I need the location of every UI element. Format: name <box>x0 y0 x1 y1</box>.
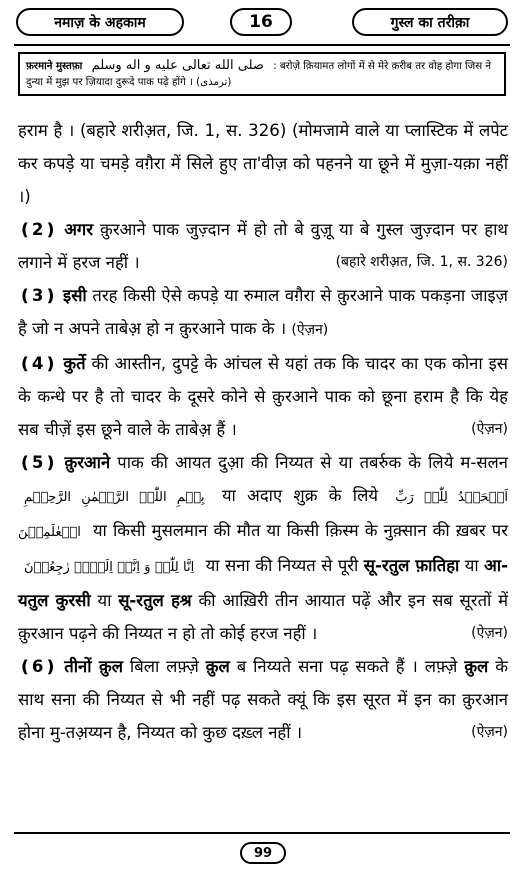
highlighted-word: क़ुल <box>464 657 489 676</box>
paragraph-text: या सना की निय्यत से पूरी <box>205 556 359 575</box>
paragraph-number: ❪2❫ <box>18 220 58 239</box>
paragraph-text: हराम है । (बहारे शरीअ़त, जि. 1, स. 326) (मोमजामे वाले या प्लास्टिक में लपेट कर कपड़े या चमड़े वग़ैरा में सिले हुए ता'वीज़ को पहनने या छूने में मुज़ा-यक़ा नहीं ।) <box>18 121 508 206</box>
paragraph-number: ❪4❫ <box>18 354 58 373</box>
paragraph-number: ❪3❫ <box>18 286 58 305</box>
paragraph-4 <box>18 347 508 446</box>
paragraph-text: के साथ सना की निय्यत से भी नहीं पढ़ सकते क्यूं कि इस सूरत में इन का क़ुरआन होना मु-तअ़य्यन है, निय्यत को कुछ दख़्ल नहीं । <box>18 657 508 742</box>
header-page-number: 16 <box>230 8 292 36</box>
farmaan-text: : बरोज़े क़ियामत लोगों में से मेरे क़रीब तर वोह होगा जिस ने दुन्या में मुझ पर ज़ियादा दुरूदे पाक पढ़े होंगे । <box>26 61 492 88</box>
section-title: गुस्ल का तरीक़ा <box>352 8 508 36</box>
paragraph-text: तरह किसी ऐसे कपड़े या रुमाल वग़ैरा से क़ुरआने पाक पकड़ना जाइज़ है जो न अपने ताबेअ़ हो न क़ुरआने पाक के । <box>18 286 508 338</box>
paragraph-text: या <box>97 591 112 610</box>
arabic-verse-alhamdulillah: اَلۡحَمۡدُ لِلّٰہِ رَبِّ الۡعٰلَمِیۡنَ <box>18 490 509 540</box>
reference: (बहारे शरीअ़त, जि. 1, स. 326) <box>335 254 508 270</box>
paragraph-continuation <box>18 114 508 213</box>
farmaan-honorific: صلى الله تعالى عليه و اله وسلم <box>91 58 264 73</box>
paragraph-lead: तीनों क़ुल <box>64 657 123 676</box>
paragraph-text: बिला लफ़्ज़े <box>129 657 199 676</box>
paragraph-lead: कुर्ते <box>63 354 86 373</box>
surah-name: सू-रतुल फ़ातिहा <box>363 556 460 575</box>
reference: (ऐज़न) <box>471 421 508 437</box>
paragraph-5 <box>18 446 508 650</box>
reference: (ऐज़न) <box>471 625 508 641</box>
paragraph-text: या <box>464 556 479 575</box>
footer-page-number: 99 <box>240 842 286 864</box>
surah-name: आ-यतुल कुरसी <box>18 556 509 610</box>
paragraph-lead: अगर <box>64 220 94 239</box>
chapter-title: नमाज़ के अहकाम <box>16 8 184 36</box>
paragraph-text: पाक की आयत दुआ़ की निय्यत से या तबर्रुक के लिये म-सलन <box>117 453 508 472</box>
paragraph-3 <box>18 279 508 347</box>
paragraph-text: क़ुरआने पाक जुज़्दान में हो तो बे वुज़ू या बे गुस्ल जुज़्दान पर हाथ लगाने में हरज नहीं । <box>18 220 509 272</box>
header-divider <box>14 44 510 46</box>
surah-name: सू-रतुल हश्र <box>118 591 192 610</box>
paragraph-6 <box>18 650 508 749</box>
paragraph-text: की आख़िरी तीन आयात पढ़ें और इन सब सूरतों में क़ुरआन पढ़ने की निय्यत न हो तो कोई हरज नहीं । <box>18 591 509 643</box>
farmaan-box <box>18 52 506 96</box>
paragraph-number: ❪6❫ <box>18 657 58 676</box>
page-header <box>0 8 525 42</box>
paragraph-number: ❪5❫ <box>18 453 58 472</box>
farmaan-source: (ترمذی) <box>196 77 232 88</box>
footer-divider <box>14 832 510 834</box>
arabic-verse-inna-lillah: اِنَّا لِلّٰہِ وَ اِنَّاۤ اِلَیۡہِ رٰجِعُوۡنَ <box>24 560 195 575</box>
paragraph-text: ब निय्यते सना पढ़ सकते हैं । लफ़्ज़े <box>236 657 458 676</box>
farmaan-label: फ़रमाने मुस्तफ़ा <box>26 61 83 72</box>
paragraph-text: या अदाए शुक्र के लिये <box>221 486 378 505</box>
paragraph-2 <box>18 213 508 279</box>
paragraph-lead: क़ुरआने <box>64 453 111 472</box>
arabic-verse-bismillah: بِسۡمِ اللّٰہِ الرَّحۡمٰنِ الرَّحِیۡمِ <box>24 490 205 505</box>
reference: (ऐज़न) <box>471 724 508 740</box>
paragraph-text: या किसी मुसलमान की मौत या किसी क़िस्म के नुक़्सान की ख़बर पर <box>92 521 508 540</box>
page-content <box>18 114 508 749</box>
reference: (ऐज़न) <box>291 322 329 338</box>
highlighted-word: क़ुल <box>205 657 230 676</box>
paragraph-text: की आस्तीन, दुपट्टे के आंचल से यहां तक कि चादर का एक कोना इस के कन्धे पर है तो चादर के दूसरे कोने से क़ुरआने पाक को छूना हराम है कि येह सब चीज़ें इस छूने वाले के ताबेअ़ हैं । <box>18 354 508 439</box>
paragraph-lead: इसी <box>63 286 87 305</box>
